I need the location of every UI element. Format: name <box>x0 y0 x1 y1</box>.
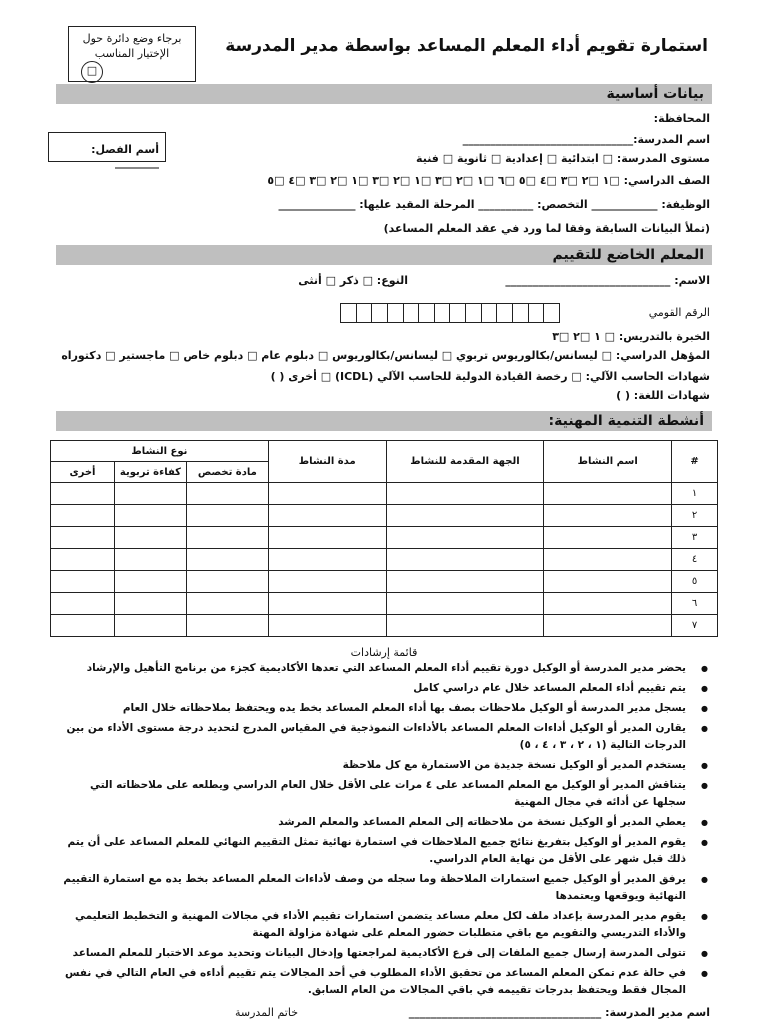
col-educational: كفاءة تربوية <box>114 462 186 483</box>
circled-checkbox-icon: □ <box>81 61 103 83</box>
national-id-input[interactable] <box>340 303 560 323</box>
col-provider: الجهة المقدمة للنشاط <box>386 441 544 483</box>
table-row <box>51 593 718 615</box>
instructions-title: قائمة إرشادات <box>350 646 418 659</box>
table-row <box>51 483 718 505</box>
table-row <box>51 615 718 637</box>
row-number: ٦ <box>672 593 718 615</box>
governorate-field[interactable]: المحافظة: <box>653 112 710 125</box>
list-item: ● يعطي المدير أو الوكيل نسخة من ملاحظاته إلى المعلم المساعد والمعلم المرشد <box>60 814 710 831</box>
row-number: ٢ <box>672 505 718 527</box>
gender-options[interactable]: النوع: □ ذكر □ أنثى <box>298 274 408 287</box>
table-row <box>51 505 718 527</box>
instructions-list <box>60 660 710 1002</box>
list-item: ● يرفق المدير أو الوكيل جميع استمارات الملاحظة وما سجله من وصف لأداءات المعلم المساعد بخط يده مع استمارة التقييم النهائية ويوقعها ويعتمدها <box>60 871 710 905</box>
list-item: ● تتولى المدرسة إرسال جميع الملفات إلى فرع الأكاديمية لمراجعتها وإدخال البيانات وتحديد موعد الاختبار للمعلم المساعد <box>60 945 710 962</box>
note-line-1: برجاء وضع دائرة حول <box>82 32 182 45</box>
language-certificates[interactable]: شهادات اللغة: ( ) <box>616 389 710 402</box>
experience-options[interactable]: الخبرة بالتدريس: □ ١ □٢ □٣ <box>552 330 710 343</box>
section-professional-development-heading: أنشطة التنمية المهنية: <box>56 411 712 431</box>
list-item: ● يقوم المدير أو الوكيل بتفريغ نتائج جميع الملاحظات في استمارة نهائية تمثل التقييم النهائي للمعلم المساعد على أن يتم ذلك قبل شهر على الأقل من نهاية العام الدراسي. <box>60 834 710 868</box>
list-item: ● يقوم مدير المدرسة بإعداد ملف لكل معلم مساعد يتضمن استمارات تقييم الأداء في مجالات المهنية و التخطيط التعليمي والأداء التدريسي والتقويم مع باقي متطلبات حضور المعلم على شهادة مزاولة المهنة <box>60 908 710 942</box>
fill-note: (تملأ البيانات السابقة وفقا لما ورد في عقد المعلم المساعد) <box>383 222 710 235</box>
col-duration: مدة النشاط <box>268 441 386 483</box>
school-name-field[interactable]: اسم المدرسة:_______________________________ <box>462 133 710 146</box>
qualification-options[interactable]: المؤهل الدراسي: □ ليسانس/بكالوريوس تربوي □ ليسانس/بكالوريوس □ دبلوم عام □ دبلوم خاص □ ماجستير □ دكتوراه <box>61 349 710 362</box>
principal-name-field[interactable]: اسم مدير المدرسة: ___________________________________ <box>408 1006 710 1019</box>
grade-options[interactable]: الصف الدراسي: □١ □٢ □٣ □٤ □٥ □٦ □١ □٢ □٣ □١ □٢ □٣ □١ □٢ □٣ □٤ □٥ <box>267 174 710 187</box>
row-number: ٣ <box>672 527 718 549</box>
computer-certificates[interactable]: شهادات الحاسب الآلي: □ رخصة القيادة الدولية للحاسب الآلي (ICDL) □ أخرى ( ) <box>270 370 710 383</box>
list-item: ● يتم تقييم أداء المعلم المساعد خلال عام دراسي كامل <box>60 680 710 697</box>
row-number: ١ <box>672 483 718 505</box>
teacher-name-field[interactable]: الاسم: ______________________________ <box>505 274 710 287</box>
table-row <box>51 549 718 571</box>
row-number: ٥ <box>672 571 718 593</box>
list-item: ● يسجل مدير المدرسة أو الوكيل ملاحظات بصف بها أداء المعلم المساعد بخط يده ويحتفظ بملاحظاته خلال العام <box>60 700 710 717</box>
national-id-label: الرقم القومي <box>648 306 710 319</box>
table-row <box>51 527 718 549</box>
job-specialization-stage-fields[interactable]: الوظيفة: ____________ التخصص: __________ المرحلة المقيد عليها: ______________ <box>278 198 710 211</box>
school-level-options[interactable]: مستوى المدرسة: □ ابتدائية □ إعدادية □ ثانوية □ فنية <box>416 152 710 165</box>
activities-table <box>50 440 718 637</box>
list-item: ● يحضر مدير المدرسة أو الوكيل دورة تقييم أداء المعلم المساعد التي تعدها الأكاديمية كجزء من برنامج التأهيل والإرشاد <box>60 660 710 677</box>
section-basic-data-heading: بيانات أساسية <box>56 84 712 104</box>
col-activity-type: نوع النشاط <box>51 441 269 462</box>
col-activity-name: اسم النشاط <box>544 441 672 483</box>
row-number: ٧ <box>672 615 718 637</box>
table-row <box>51 571 718 593</box>
list-item: ● يقارن المدير أو الوكيل أداءات المعلم المساعد بالأداءات النموذجية في المقياس المدرج لتحديد درجة مستوى الأداء من بين الدرجات التالية (١ ، ٢ ، ٣ ، ٤ ، ٥) <box>60 720 710 754</box>
instruction-note-box <box>68 26 196 82</box>
page-title: استمارة تقويم أداء المعلم المساعد بواسطة مدير المدرسة <box>225 36 708 56</box>
list-item: ● يستخدم المدير أو الوكيل نسخة جديدة من الاستمارة مع كل ملاحظة <box>60 757 710 774</box>
list-item: ● في حالة عدم تمكن المعلم المساعد من تحقيق الأداء المطلوب في أحد المجالات يتم تقييم أداءه في العام التالي في نفس المجال فقط ويحتفظ بدرجات تقييمه في باقي المجالات من العام السابق. <box>60 965 710 999</box>
col-number: # <box>672 441 718 483</box>
row-number: ٤ <box>672 549 718 571</box>
note-line-2: الإختيار المناسب <box>94 47 170 60</box>
class-name-box[interactable]: أسم الفصل: ________ <box>48 132 166 162</box>
col-other: أخرى <box>51 462 115 483</box>
section-teacher-heading: المعلم الخاضع للتقييم <box>56 245 712 265</box>
school-stamp-label: خاتم المدرسة <box>235 1006 298 1019</box>
col-subject: مادة تخصص <box>186 462 268 483</box>
list-item: ● يتناقش المدير أو الوكيل مع المعلم المساعد على ٤ مرات على الأقل خلال العام الدراسي ويطلعه على ملاحظاته التي سجلها عن أدائه في مجال المهنية <box>60 777 710 811</box>
